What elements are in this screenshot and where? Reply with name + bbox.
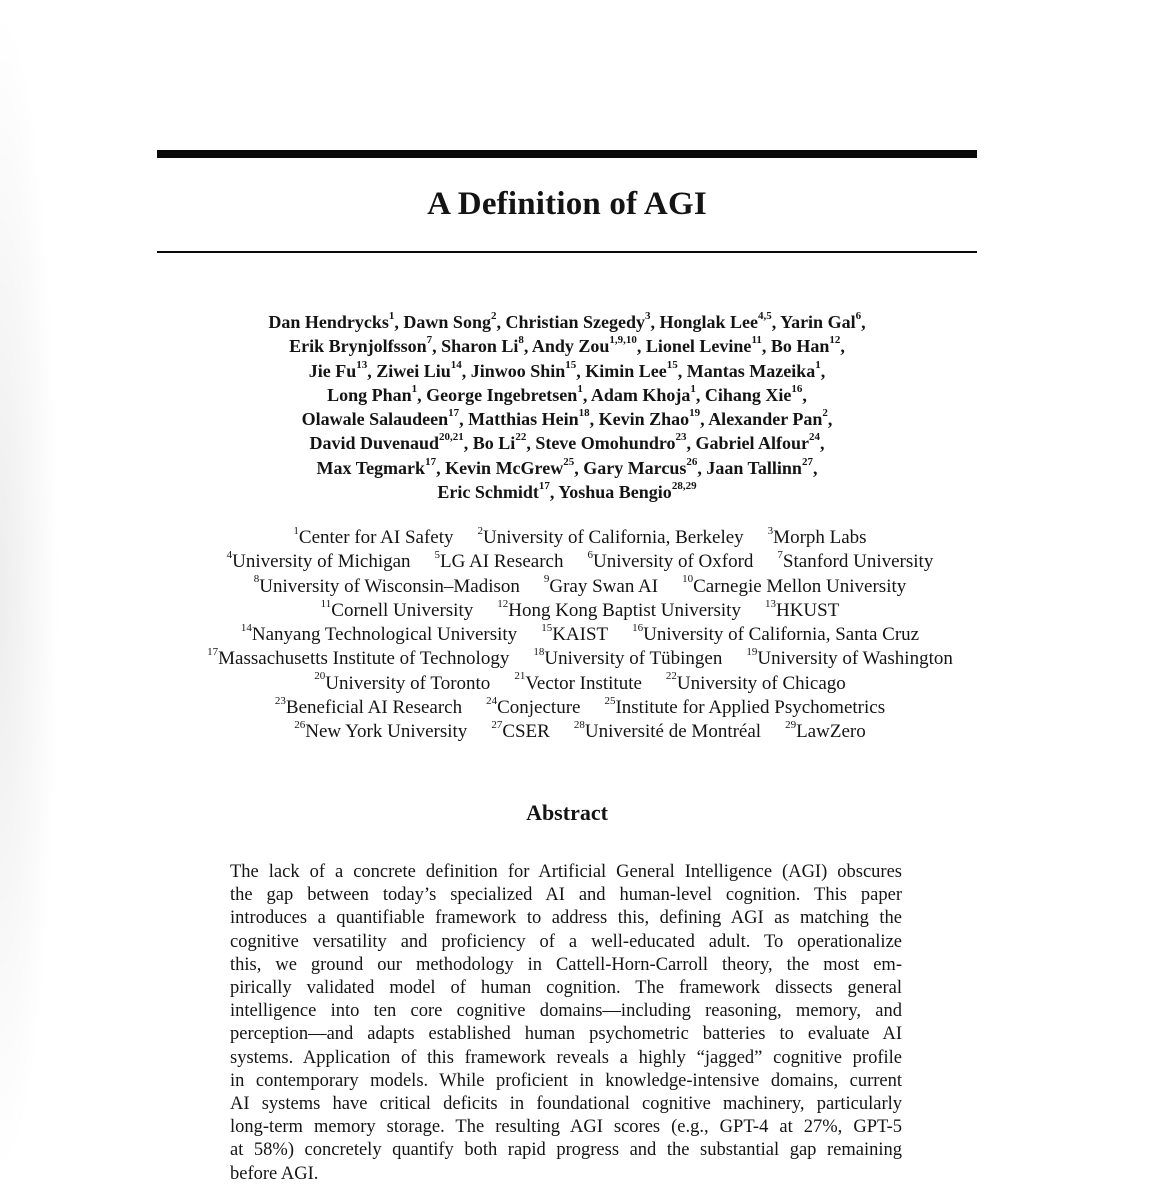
affiliation-item: [320, 597, 474, 621]
author-affiliation-marker: 6: [855, 310, 862, 322]
affiliation-number: 24: [486, 694, 498, 707]
affiliation-item: [533, 648, 722, 669]
affiliation-number: 10: [682, 573, 694, 586]
affiliation-name: University of Chicago: [676, 672, 846, 694]
affiliation-name: Nanyang Technological University: [251, 624, 518, 646]
affiliation-number: 21: [514, 670, 526, 683]
abstract-body: [230, 861, 910, 1186]
affiliation-item: [477, 524, 744, 548]
author-line: Jie Fu$^{13}$, Ziwei Liu$^{14}$, Jinwoo Shin$^{15}$, Kimin Lee$^{15}$, Mantas Mazeika$^1$,: [308, 358, 826, 381]
affiliation-line: [100, 623, 1060, 647]
abstract-line: at 58%) concretely quantify both rapid progress and the substantial gap remaining: [230, 1140, 902, 1161]
author-name: Gabriel Alfour: [695, 433, 809, 454]
affiliation-name: New York University: [305, 721, 468, 743]
affiliation-item: [226, 548, 411, 573]
affiliation-line: [100, 599, 1060, 623]
affiliation-name: University of Oxford: [593, 551, 754, 573]
affiliation-item: [665, 670, 846, 694]
affiliation-list: [100, 526, 1060, 745]
author-affiliation-marker: 14: [450, 358, 462, 371]
affiliation-item: [587, 548, 754, 573]
affiliation-name: Institute for Applied Psychometrics: [615, 697, 886, 719]
affiliation-name: University of Tübingen: [544, 648, 723, 670]
author-name: Mantas Mazeika: [686, 360, 816, 381]
affiliation-name: University of Washington: [757, 648, 953, 670]
affiliation-name: Vector Institute: [525, 672, 642, 694]
author-name: Lionel Levine: [645, 336, 752, 357]
author-name: Christian Szegedy: [505, 312, 645, 332]
author-affiliation-marker: 15: [565, 358, 577, 371]
affiliation-number: 13: [764, 597, 776, 610]
author-name: Max Tegmark: [316, 457, 426, 478]
author-name: Bo Han: [770, 336, 830, 357]
affiliation-number: 25: [604, 694, 616, 707]
affiliation-number: 17: [207, 646, 219, 659]
affiliation-name: CSER: [502, 721, 550, 743]
affiliation-name: Massachusetts Institute of Technology: [218, 648, 510, 670]
author-affiliation-marker: 8: [518, 334, 524, 347]
author-line: Dan Hendrycks$^1$, Dawn Song$^2$, Christian Szegedy$^3$, Honglak Lee$^{4,5}$, Yarin Gal$^6$,: [268, 310, 866, 332]
author-name: Gary Marcus: [583, 457, 687, 478]
affiliation-name: KAIST: [552, 624, 609, 646]
author-affiliation-marker: 4,5: [757, 310, 772, 322]
affiliation-number: 15: [541, 621, 553, 634]
author-name: Kevin Zhao: [598, 409, 690, 430]
affiliation-item: [764, 597, 840, 621]
author-affiliation-marker: 2: [822, 407, 828, 420]
affiliation-number: 19: [746, 646, 758, 659]
affiliation-name: University of Wisconsin–Madison: [259, 575, 520, 597]
affiliation-name: Conjecture: [497, 697, 581, 719]
author-name: Eric Schmidt: [437, 482, 539, 503]
author-name: Dan Hendrycks: [268, 312, 389, 332]
affiliation-name: LG AI Research: [440, 551, 564, 573]
affiliation-item: [497, 597, 741, 621]
author-name: Honglak Lee: [659, 312, 758, 332]
affiliation-line: [100, 550, 1060, 574]
abstract-line: AI systems have critical deficits in foundational cognitive machinery, particularly: [230, 1094, 902, 1115]
affiliation-line: [100, 647, 1060, 671]
author-affiliation-marker: 1: [411, 382, 418, 395]
affiliation-number: 23: [274, 694, 286, 707]
affiliation-line: [100, 526, 1060, 550]
abstract-heading: Abstract: [526, 800, 608, 825]
affiliation-number: 11: [320, 597, 332, 610]
abstract-line: intelligence into ten core cognitive domains—including reasoning, memory, and: [230, 1001, 902, 1022]
affiliation-number: 7: [777, 548, 783, 561]
author-line: Long Phan$^1$, George Ingebretsen$^1$, Adam Khoja$^1$, Cihang Xie$^{16}$,: [327, 382, 807, 405]
author-affiliation-marker: 1: [815, 358, 821, 371]
affiliation-item: [746, 648, 953, 669]
affiliation-item: [274, 694, 463, 719]
affiliation-item: [777, 548, 934, 573]
author-line: Max Tegmark$^{17}$, Kevin McGrew$^{25}$, Gary Marcus$^{26}$, Jaan Tallinn$^{27}$,: [316, 455, 818, 478]
affiliation-name: University of California, Berkeley: [483, 527, 744, 548]
author-name: Bo Li: [472, 433, 516, 454]
affiliation-item: [632, 621, 920, 646]
affiliation-number: 18: [533, 646, 545, 659]
affiliation-item: [434, 548, 564, 573]
abstract-line: pirically validated model of human cognition. The framework dissects general: [230, 978, 902, 999]
affiliation-number: 4: [226, 548, 233, 561]
author-affiliation-marker: 19: [689, 407, 701, 420]
affiliation-number: 12: [497, 597, 509, 610]
affiliation-name: Beneficial AI Research: [285, 697, 463, 719]
affiliation-name: University of Toronto: [325, 672, 491, 694]
author-name: Ziwei Liu: [376, 360, 451, 381]
abstract-line: in contemporary models. While proficient in knowledge-intensive domains, current: [230, 1070, 902, 1091]
affiliation-item: [682, 573, 907, 597]
affiliation-item: [293, 524, 454, 548]
affiliation-number: 3: [767, 524, 774, 537]
author-affiliation-marker: 1: [577, 382, 583, 395]
author-affiliation-marker: 12: [829, 334, 841, 347]
author-name: Sharon Li: [441, 336, 519, 357]
author-name: Jinwoo Shin: [470, 360, 566, 381]
affiliation-name: Cornell University: [331, 599, 474, 621]
author-affiliation-marker: 11: [751, 334, 762, 347]
paper-title: A Definition of AGI: [427, 186, 707, 222]
abstract-line: The lack of a concrete definition for Artificial General Intelligence (AGI) obscures: [230, 862, 902, 882]
affiliation-number: 16: [632, 621, 644, 634]
author-affiliation-marker: 17: [538, 480, 550, 493]
author-name: Cihang Xie: [704, 384, 792, 405]
author-name: Jie Fu: [308, 360, 357, 381]
affiliation-item: [240, 621, 518, 646]
affiliation-number: 5: [434, 548, 441, 561]
author-affiliation-marker: 2: [490, 310, 497, 322]
author-affiliation-marker: 24: [809, 431, 820, 444]
affiliation-item: [207, 648, 509, 669]
affiliation-name: LawZero: [796, 721, 866, 743]
affiliation-item: [314, 670, 491, 694]
author-affiliation-marker: 20,21: [439, 431, 464, 444]
author-line: Eric Schmidt$^{17}$, Yoshua Bengio$^{28,29}$: [437, 480, 697, 503]
affiliation-item: [604, 694, 886, 719]
affiliation-name: Morph Labs: [773, 527, 867, 548]
affiliation-item: [541, 621, 609, 646]
affiliation-line: [100, 720, 1060, 744]
affiliation-number: 29: [785, 719, 797, 732]
affiliation-name: Carnegie Mellon University: [693, 575, 907, 597]
affiliation-number: 14: [240, 621, 252, 634]
author-affiliation-marker: 26: [686, 455, 698, 468]
affiliation-number: 26: [294, 719, 306, 732]
abstract-line: long-term memory storage. The resulting AGI scores (e.g., GPT-4 at 27%, GPT-5: [230, 1117, 902, 1138]
affiliation-item: [294, 721, 467, 742]
author-affiliation-marker: 22: [515, 431, 527, 444]
author-affiliation-marker: 7: [426, 334, 433, 347]
affiliation-number: 1: [293, 524, 299, 537]
author-name: Matthias Hein: [468, 409, 579, 430]
affiliation-number: 28: [573, 719, 585, 732]
abstract-line: cognitive versatility and proficiency of a well-educated adult. To operationalize: [230, 931, 902, 952]
author-affiliation-marker: 17: [425, 455, 437, 468]
author-name: Kevin McGrew: [445, 457, 564, 478]
author-name: Kimin Lee: [585, 360, 667, 381]
affiliation-item: [491, 721, 550, 742]
author-name: Jaan Tallinn: [706, 457, 802, 478]
abstract-line: introduces a quantifiable framework to address this, defining AGI as matching the: [230, 908, 902, 929]
affiliation-item: [767, 524, 867, 548]
affiliation-number: 8: [253, 573, 260, 586]
affiliation-name: Stanford University: [782, 551, 934, 573]
affiliation-line: [100, 696, 1060, 720]
author-affiliation-marker: 23: [675, 431, 687, 444]
author-name: Steve Omohundro: [535, 433, 676, 454]
affiliation-line: [100, 672, 1060, 696]
author-name: Adam Khoja: [590, 384, 691, 405]
author-name: Long Phan: [327, 384, 412, 405]
affiliation-item: [785, 721, 866, 742]
author-affiliation-marker: 3: [644, 310, 651, 322]
author-affiliation-marker: 13: [356, 358, 368, 371]
affiliation-number: 22: [665, 670, 677, 683]
author-name: Yarin Gal: [780, 312, 856, 332]
affiliation-number: 20: [314, 670, 326, 683]
abstract-line: before AGI.: [230, 1163, 319, 1184]
author-name: Alexander Pan: [708, 409, 823, 430]
author-affiliation-marker: 15: [666, 358, 678, 371]
affiliation-number: 2: [477, 524, 484, 537]
affiliation-line: [100, 575, 1060, 599]
affiliation-name: Hong Kong Baptist University: [508, 599, 741, 621]
author-line: David Duvenaud$^{20,21}$, Bo Li$^{22}$, Steve Omohundro$^{23}$, Gabriel Alfour$^{24}$,: [309, 431, 825, 454]
author-affiliation-marker: 28,29: [671, 480, 697, 493]
title-top-rule: [157, 150, 977, 158]
author-affiliation-marker: 1: [388, 310, 395, 322]
author-name: Andy Zou: [531, 336, 610, 357]
author-affiliation-marker: 18: [578, 407, 590, 420]
affiliation-name: University of Michigan: [232, 551, 411, 573]
affiliation-item: [486, 694, 581, 719]
author-name: David Duvenaud: [309, 433, 440, 454]
affiliation-item: [253, 573, 520, 597]
affiliation-name: University of California, Santa Cruz: [643, 624, 920, 646]
author-name: Yoshua Bengio: [558, 482, 672, 503]
affiliation-number: 6: [587, 548, 593, 561]
affiliation-number: 27: [491, 719, 503, 732]
affiliation-name: Gray Swan AI: [549, 575, 659, 597]
author-affiliation-marker: 1,9,10: [609, 334, 637, 347]
author-affiliation-marker: 16: [791, 382, 803, 395]
abstract-line: the gap between today’s specialized AI and human-level cognition. This paper: [230, 885, 902, 906]
author-name: George Ingebretsen: [426, 384, 578, 405]
author-affiliation-marker: 27: [801, 455, 813, 468]
abstract-line: systems. Application of this framework reveals a highly “jagged” cognitive profile: [230, 1047, 902, 1068]
abstract-line: this, we ground our methodology in Cattell-Horn-Carroll theory, the most em-: [230, 954, 902, 975]
affiliation-name: HKUST: [775, 599, 840, 621]
author-affiliation-marker: 25: [563, 455, 575, 468]
author-name: Olawale Salaudeen: [301, 409, 449, 430]
author-name: Dawn Song: [403, 312, 491, 332]
affiliation-name: Université de Montréal: [584, 721, 762, 743]
affiliation-name: Center for AI Safety: [298, 527, 454, 548]
author-line: Erik Brynjolfsson$^7$, Sharon Li$^8$, Andy Zou$^{1,9,10}$, Lionel Levine$^{11}$, Bo Han$^{12}$,: [289, 334, 845, 357]
affiliation-number: 9: [543, 573, 550, 586]
author-line: Olawale Salaudeen$^{17}$, Matthias Hein$^{18}$, Kevin Zhao$^{19}$, Alexander Pan$^2$,: [301, 407, 833, 430]
affiliation-item: [514, 670, 642, 694]
author-affiliation-marker: 1: [690, 382, 696, 395]
page-edge-shadow: [0, 0, 60, 1185]
abstract-line: perception—and adapts established human psychometric batteries to evaluate AI: [230, 1024, 902, 1045]
author-list: [100, 310, 1034, 504]
author-affiliation-marker: 17: [448, 407, 460, 420]
author-name: Erik Brynjolfsson: [289, 336, 427, 357]
affiliation-item: [574, 721, 761, 742]
affiliation-item: [543, 573, 659, 597]
title-bottom-rule: [157, 251, 977, 253]
